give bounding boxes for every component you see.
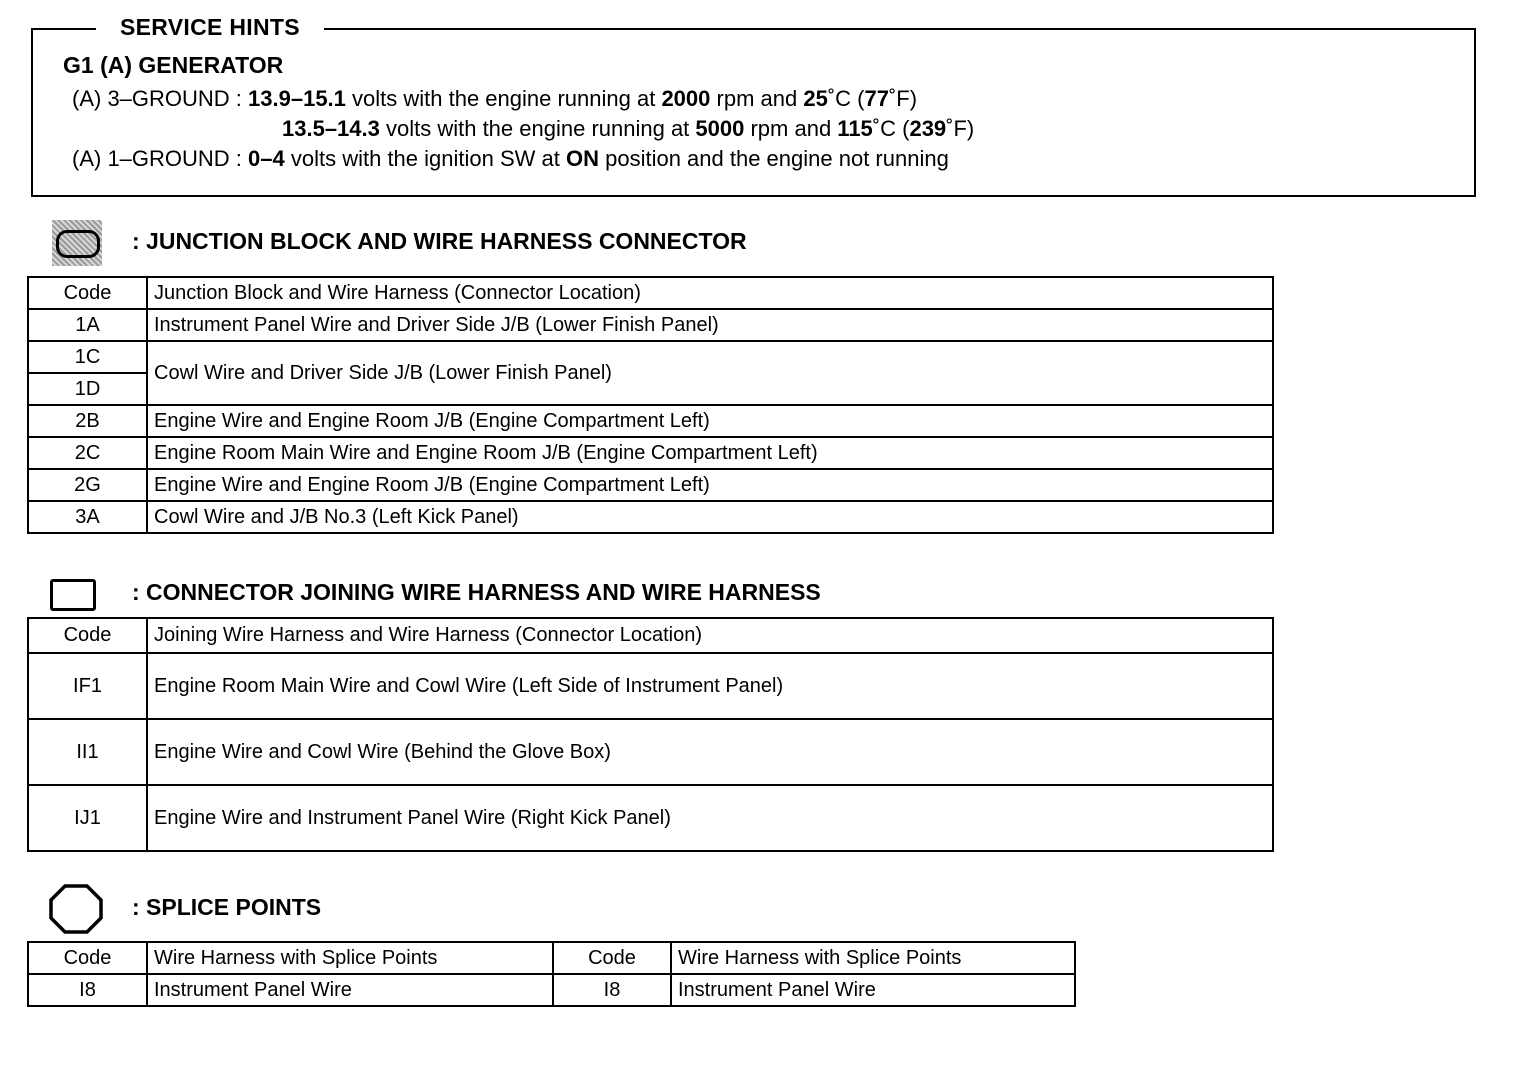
voltage-range: 13.9–15.1 <box>248 86 346 111</box>
rpm-value: 2000 <box>661 86 711 111</box>
table-row <box>28 469 1273 501</box>
row-desc: Cowl Wire and J/B No.3 (Left Kick Panel) <box>147 501 1273 533</box>
joining-connector-table <box>27 617 1274 852</box>
row-code: II1 <box>28 719 147 785</box>
hint-text: ˚C ( <box>872 116 910 141</box>
voltage-range: 13.5–14.3 <box>282 116 380 141</box>
row-desc: Engine Wire and Engine Room J/B (Engine Compartment Left) <box>147 405 1273 437</box>
temp-c-value: 115 <box>837 116 873 141</box>
hint-text: rpm and <box>744 116 838 141</box>
hint-text: rpm and <box>710 86 804 111</box>
row-desc: Engine Wire and Engine Room J/B (Engine Compartment Left) <box>147 469 1273 501</box>
junction-block-table <box>27 276 1274 534</box>
row-desc: Instrument Panel Wire <box>671 974 1075 1006</box>
table-row <box>28 405 1273 437</box>
header-desc: Wire Harness with Splice Points <box>147 942 553 974</box>
table-header-row <box>28 618 1273 653</box>
table-row <box>28 974 1075 1006</box>
table-row <box>28 341 1273 373</box>
table-row <box>28 719 1273 785</box>
junction-block-symbol-icon <box>52 220 102 266</box>
hint-line-3-ground <box>72 86 917 112</box>
header-desc: Junction Block and Wire Harness (Connector Location) <box>147 277 1273 309</box>
table-row <box>28 437 1273 469</box>
hint-text: ˚F) <box>946 116 975 141</box>
header-code: Code <box>28 942 147 974</box>
table-row <box>28 309 1273 341</box>
hint-text: volts with the ignition SW at <box>284 146 566 171</box>
row-code: IF1 <box>28 653 147 719</box>
splice-point-symbol-icon <box>49 884 103 934</box>
row-desc: Engine Room Main Wire and Engine Room J/B (Engine Compartment Left) <box>147 437 1273 469</box>
hint-prefix: (A) 1–GROUND : <box>72 146 249 171</box>
header-desc: Joining Wire Harness and Wire Harness (Connector Location) <box>147 618 1273 653</box>
row-desc: Engine Wire and Instrument Panel Wire (Right Kick Panel) <box>147 785 1273 851</box>
hint-text: position and the engine not running <box>598 146 949 171</box>
splice-points-table <box>27 941 1076 1007</box>
row-desc: Engine Wire and Cowl Wire (Behind the Glove Box) <box>147 719 1273 785</box>
hint-text: volts with the engine running at <box>345 86 662 111</box>
table-row <box>28 785 1273 851</box>
row-desc: Instrument Panel Wire and Driver Side J/B (Lower Finish Panel) <box>147 309 1273 341</box>
header-code: Code <box>28 277 147 309</box>
hint-prefix: (A) 3–GROUND : <box>72 86 249 111</box>
row-code: 3A <box>28 501 147 533</box>
hint-line-3-ground-high <box>282 116 974 142</box>
row-code: 2G <box>28 469 147 501</box>
header-code: Code <box>28 618 147 653</box>
hint-line-1-ground <box>72 146 949 172</box>
hint-text: ˚C ( <box>827 86 865 111</box>
joining-connector-symbol-icon <box>50 579 96 611</box>
temp-f-value: 239 <box>909 116 947 141</box>
row-code: 2B <box>28 405 147 437</box>
temp-f-value: 77 <box>864 86 889 111</box>
splice-points-heading: : SPLICE POINTS <box>132 894 322 920</box>
table-header-row <box>28 942 1075 974</box>
temp-c-value: 25 <box>803 86 828 111</box>
joining-connector-heading: : CONNECTOR JOINING WIRE HARNESS AND WIRE HARNESS <box>132 579 821 605</box>
header-code: Code <box>553 942 671 974</box>
generator-title: G1 (A) GENERATOR <box>63 52 284 78</box>
table-row <box>28 501 1273 533</box>
row-code: 1A <box>28 309 147 341</box>
row-code: IJ1 <box>28 785 147 851</box>
row-code: I8 <box>28 974 147 1006</box>
row-code: 2C <box>28 437 147 469</box>
row-code: 1C <box>28 341 147 373</box>
row-desc: Cowl Wire and Driver Side J/B (Lower Finish Panel) <box>147 341 1273 405</box>
row-code: I8 <box>553 974 671 1006</box>
service-hints-title: SERVICE HINTS <box>96 14 324 41</box>
voltage-range: 0–4 <box>248 146 285 171</box>
row-desc: Engine Room Main Wire and Cowl Wire (Left Side of Instrument Panel) <box>147 653 1273 719</box>
hint-text: ˚F) <box>888 86 918 111</box>
row-desc: Instrument Panel Wire <box>147 974 553 1006</box>
rpm-value: 5000 <box>695 116 745 141</box>
hint-text: volts with the engine running at <box>379 116 696 141</box>
junction-block-heading: : JUNCTION BLOCK AND WIRE HARNESS CONNECTOR <box>132 228 747 254</box>
table-header-row <box>28 277 1273 309</box>
header-desc: Wire Harness with Splice Points <box>671 942 1075 974</box>
row-code: 1D <box>28 373 147 405</box>
switch-position: ON <box>565 146 599 171</box>
table-row <box>28 653 1273 719</box>
